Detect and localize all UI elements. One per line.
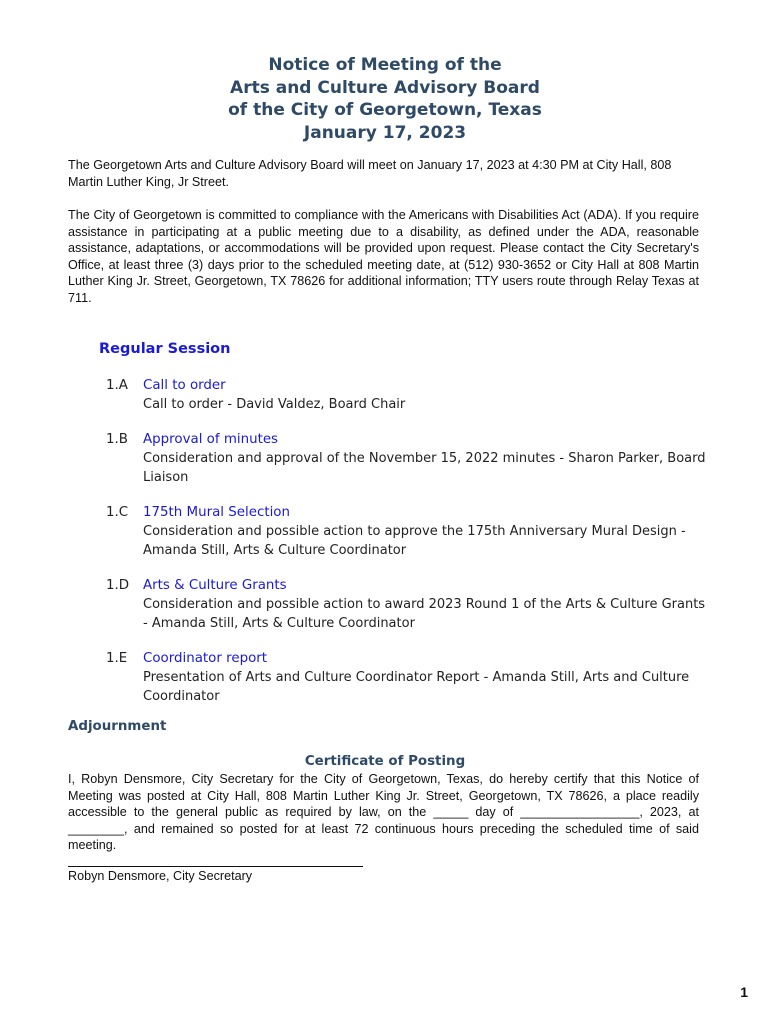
- agenda-item-description: Consideration and possible action to approve the 175th Anniversary Mural Design - Amanda Still, Arts & Culture Coordinator: [143, 523, 686, 558]
- title-line-1: Notice of Meeting of the: [268, 55, 502, 75]
- agenda-item-title[interactable]: Approval of minutes: [143, 431, 279, 447]
- intro-paragraph: The Georgetown Arts and Culture Advisory Board will meet on January 17, 2023 at 4:30 PM at City Hall, 808 Martin Luther King, Jr Street.: [68, 158, 672, 189]
- document-title: [0, 54, 770, 144]
- agenda-item-title[interactable]: Arts & Culture Grants: [143, 577, 287, 593]
- regular-session-heading: Regular Session: [99, 341, 231, 357]
- certificate-text: I, Robyn Densmore, City Secretary for the City of Georgetown, Texas, do hereby certify that this Notice of Meeting was posted at City Hall, 808 Martin Luther King Jr. Street, Georgetown, TX 78626, a place readily accessible to the general public as required by law, on the _____ day of _________________, 2023, at ________, and remained so posted for at least 72 continuous hours preceding the scheduled time of said meeting.: [68, 772, 699, 853]
- title-line-date: January 17, 2023: [303, 122, 467, 143]
- page-number: 1: [740, 984, 748, 1000]
- title-line-2: Arts and Culture Advisory Board: [230, 77, 540, 98]
- agenda-list: [106, 376, 706, 722]
- signature-name: Robyn Densmore, City Secretary: [68, 869, 253, 883]
- signature-line: [68, 866, 363, 867]
- agenda-item-description: Presentation of Arts and Culture Coordinator Report - Amanda Still, Arts and Culture Coordinator: [143, 669, 690, 704]
- agenda-item-title[interactable]: Call to order: [143, 378, 226, 393]
- agenda-item-number: 1.A: [106, 378, 128, 393]
- agenda-item-1b: [106, 430, 706, 488]
- agenda-item-number: 1.D: [106, 577, 130, 593]
- agenda-item-title[interactable]: 175th Mural Selection: [143, 504, 290, 520]
- certificate-heading: Certificate of Posting: [304, 754, 466, 769]
- agenda-item-1e: [106, 649, 706, 707]
- agenda-item-number: 1.B: [106, 431, 128, 447]
- agenda-item-description: Consideration and approval of the November 15, 2022 minutes - Sharon Parker, Board Liaison: [143, 450, 706, 485]
- agenda-item-description: Call to order - David Valdez, Board Chair: [143, 397, 406, 412]
- agenda-item-number: 1.E: [106, 650, 128, 666]
- agenda-item-description: Consideration and possible action to award 2023 Round 1 of the Arts & Culture Grants - Amanda Still, Arts & Culture Coordinator: [143, 596, 706, 631]
- agenda-item-1a: [106, 376, 706, 415]
- agenda-item-number: 1.C: [106, 504, 129, 520]
- agenda-item-title[interactable]: Coordinator report: [143, 650, 268, 666]
- adjournment-heading: Adjournment: [68, 719, 167, 734]
- agenda-item-1d: [106, 576, 706, 634]
- title-line-3: of the City of Georgetown, Texas: [228, 100, 542, 120]
- agenda-item-1c: [106, 503, 706, 561]
- ada-notice-paragraph: The City of Georgetown is committed to compliance with the Americans with Disabilities Act (ADA). If you require assistance in participating at a public meeting due to a disability, as defined under the ADA, reasonable assistance, adaptations, or accommodations will be provided upon request. Please contact the City Secretary's Office, at least three (3) days prior to the scheduled meeting date, at (512) 930-3652 or City Hall at 808 Martin Luther King Jr. Street, Georgetown, TX 78626 for additional information; TTY users route through Relay Texas at 711.: [68, 208, 699, 305]
